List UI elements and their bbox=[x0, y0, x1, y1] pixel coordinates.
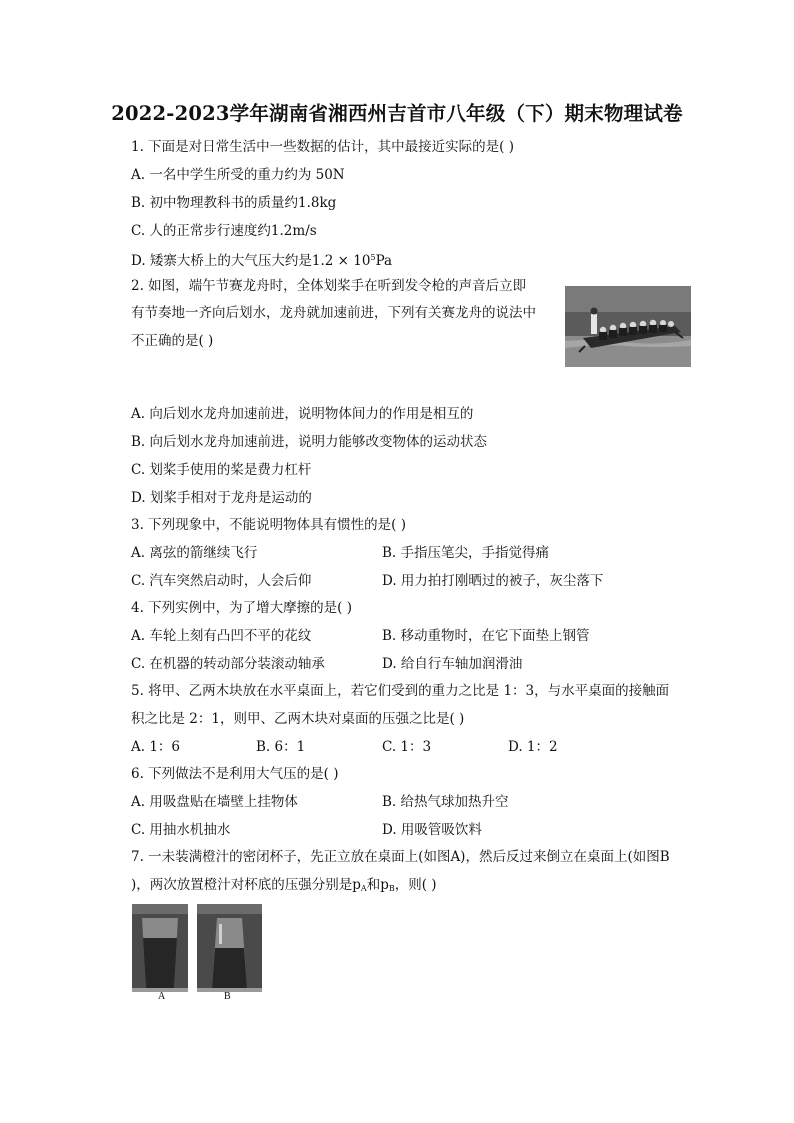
q4-stem: 4. 下列实例中，为了增大摩擦的是( ) bbox=[131, 600, 352, 616]
q2-option-c: C. 划桨手使用的桨是费力杠杆 bbox=[131, 462, 312, 478]
q5-option-b: B. 6：1 bbox=[256, 739, 306, 755]
q1-option-a: A. 一名中学生所受的重力约为 50N bbox=[131, 167, 345, 183]
q5-option-d: D. 1：2 bbox=[508, 739, 558, 755]
q7-sub-a: A bbox=[360, 884, 367, 893]
q2-option-d: D. 划桨手相对于龙舟是运动的 bbox=[131, 490, 312, 506]
q5-option-a: A. 1：6 bbox=[131, 739, 181, 755]
q7-stem2-end: ，则( ) bbox=[394, 877, 437, 893]
q7-stem-line2 bbox=[131, 876, 437, 898]
q1-d-text: D. 矮寨大桥上的大气压大约是1.2 × 10 bbox=[131, 253, 371, 269]
figure-label-a: A bbox=[158, 991, 166, 1002]
cup-upright-photo-icon bbox=[132, 904, 188, 992]
page-title: 2022-2023学年湖南省湘西州吉首市八年级（下）期末物理试卷 bbox=[111, 102, 683, 125]
q6-option-a: A. 用吸盘贴在墙壁上挂物体 bbox=[131, 794, 298, 810]
q5-option-c: C. 1：3 bbox=[382, 739, 432, 755]
q3-stem: 3. 下列现象中，不能说明物体具有惯性的是( ) bbox=[131, 517, 406, 533]
q4-option-c: C. 在机器的转动部分装滚动轴承 bbox=[131, 656, 325, 672]
q6-option-c: C. 用抽水机抽水 bbox=[131, 822, 231, 838]
q4-option-d: D. 给自行车轴加润滑油 bbox=[382, 656, 523, 672]
q3-option-b: B. 手指压笔尖，手指觉得痛 bbox=[382, 545, 550, 561]
q1-option-c: C. 人的正常步行速度约1.2m/s bbox=[131, 223, 317, 239]
q2-option-b: B. 向后划水龙舟加速前进，说明力能够改变物体的运动状态 bbox=[131, 434, 488, 450]
dragon-boat-photo-icon bbox=[565, 286, 691, 367]
q5-stem-line2: 积之比是 2：1，则甲、乙两木块对桌面的压强之比是( ) bbox=[131, 711, 465, 727]
q7-stem2-and: 和p bbox=[366, 877, 389, 893]
q7-stem-line1: 7. 一未装满橙汁的密闭杯子，先正立放在桌面上(如图A)，然后反过来倒立在桌面上(如图B bbox=[131, 849, 670, 865]
q2-stem-line3: 不正确的是( ) bbox=[131, 333, 214, 349]
q2-stem-line2: 有节奏地一齐向后划水，龙舟就加速前进，下列有关赛龙舟的说法中 bbox=[131, 305, 536, 321]
q7-stem2-text: )，两次放置橙汁对杯底的压强分别是p bbox=[131, 877, 361, 893]
q2-option-a: A. 向后划水龙舟加速前进，说明物体间力的作用是相互的 bbox=[131, 406, 474, 422]
q1-stem: 1. 下面是对日常生活中一些数据的估计，其中最接近实际的是( ) bbox=[131, 139, 514, 155]
figure-label-b: B bbox=[224, 991, 231, 1002]
q7-sub-b: B bbox=[388, 884, 395, 893]
q6-option-d: D. 用吸管吸饮料 bbox=[382, 822, 482, 838]
cup-inverted-photo-icon bbox=[197, 904, 262, 992]
q4-option-a: A. 车轮上刻有凸凹不平的花纹 bbox=[131, 628, 312, 644]
q1-option-b: B. 初中物理教科书的质量约1.8kg bbox=[131, 195, 337, 211]
q4-option-b: B. 移动重物时，在它下面垫上钢管 bbox=[382, 628, 590, 644]
q1-d-unit: Pa bbox=[375, 253, 393, 269]
q1-option-d bbox=[131, 249, 392, 270]
q5-stem-line1: 5. 将甲、乙两木块放在水平桌面上，若它们受到的重力之比是 1：3，与水平桌面的接触面 bbox=[131, 683, 670, 699]
q6-stem: 6. 下列做法不是利用大气压的是( ) bbox=[131, 766, 339, 782]
q2-stem-line1: 2. 如图，端午节赛龙舟时，全体划桨手在听到发令枪的声音后立即 bbox=[131, 278, 527, 294]
q3-option-c: C. 汽车突然启动时，人会后仰 bbox=[131, 573, 312, 589]
q3-option-d: D. 用力拍打刚晒过的被子，灰尘落下 bbox=[382, 573, 604, 589]
q1-d-exponent: 5 bbox=[370, 253, 376, 262]
q6-option-b: B. 给热气球加热升空 bbox=[382, 794, 509, 810]
q3-option-a: A. 离弦的箭继续飞行 bbox=[131, 545, 258, 561]
